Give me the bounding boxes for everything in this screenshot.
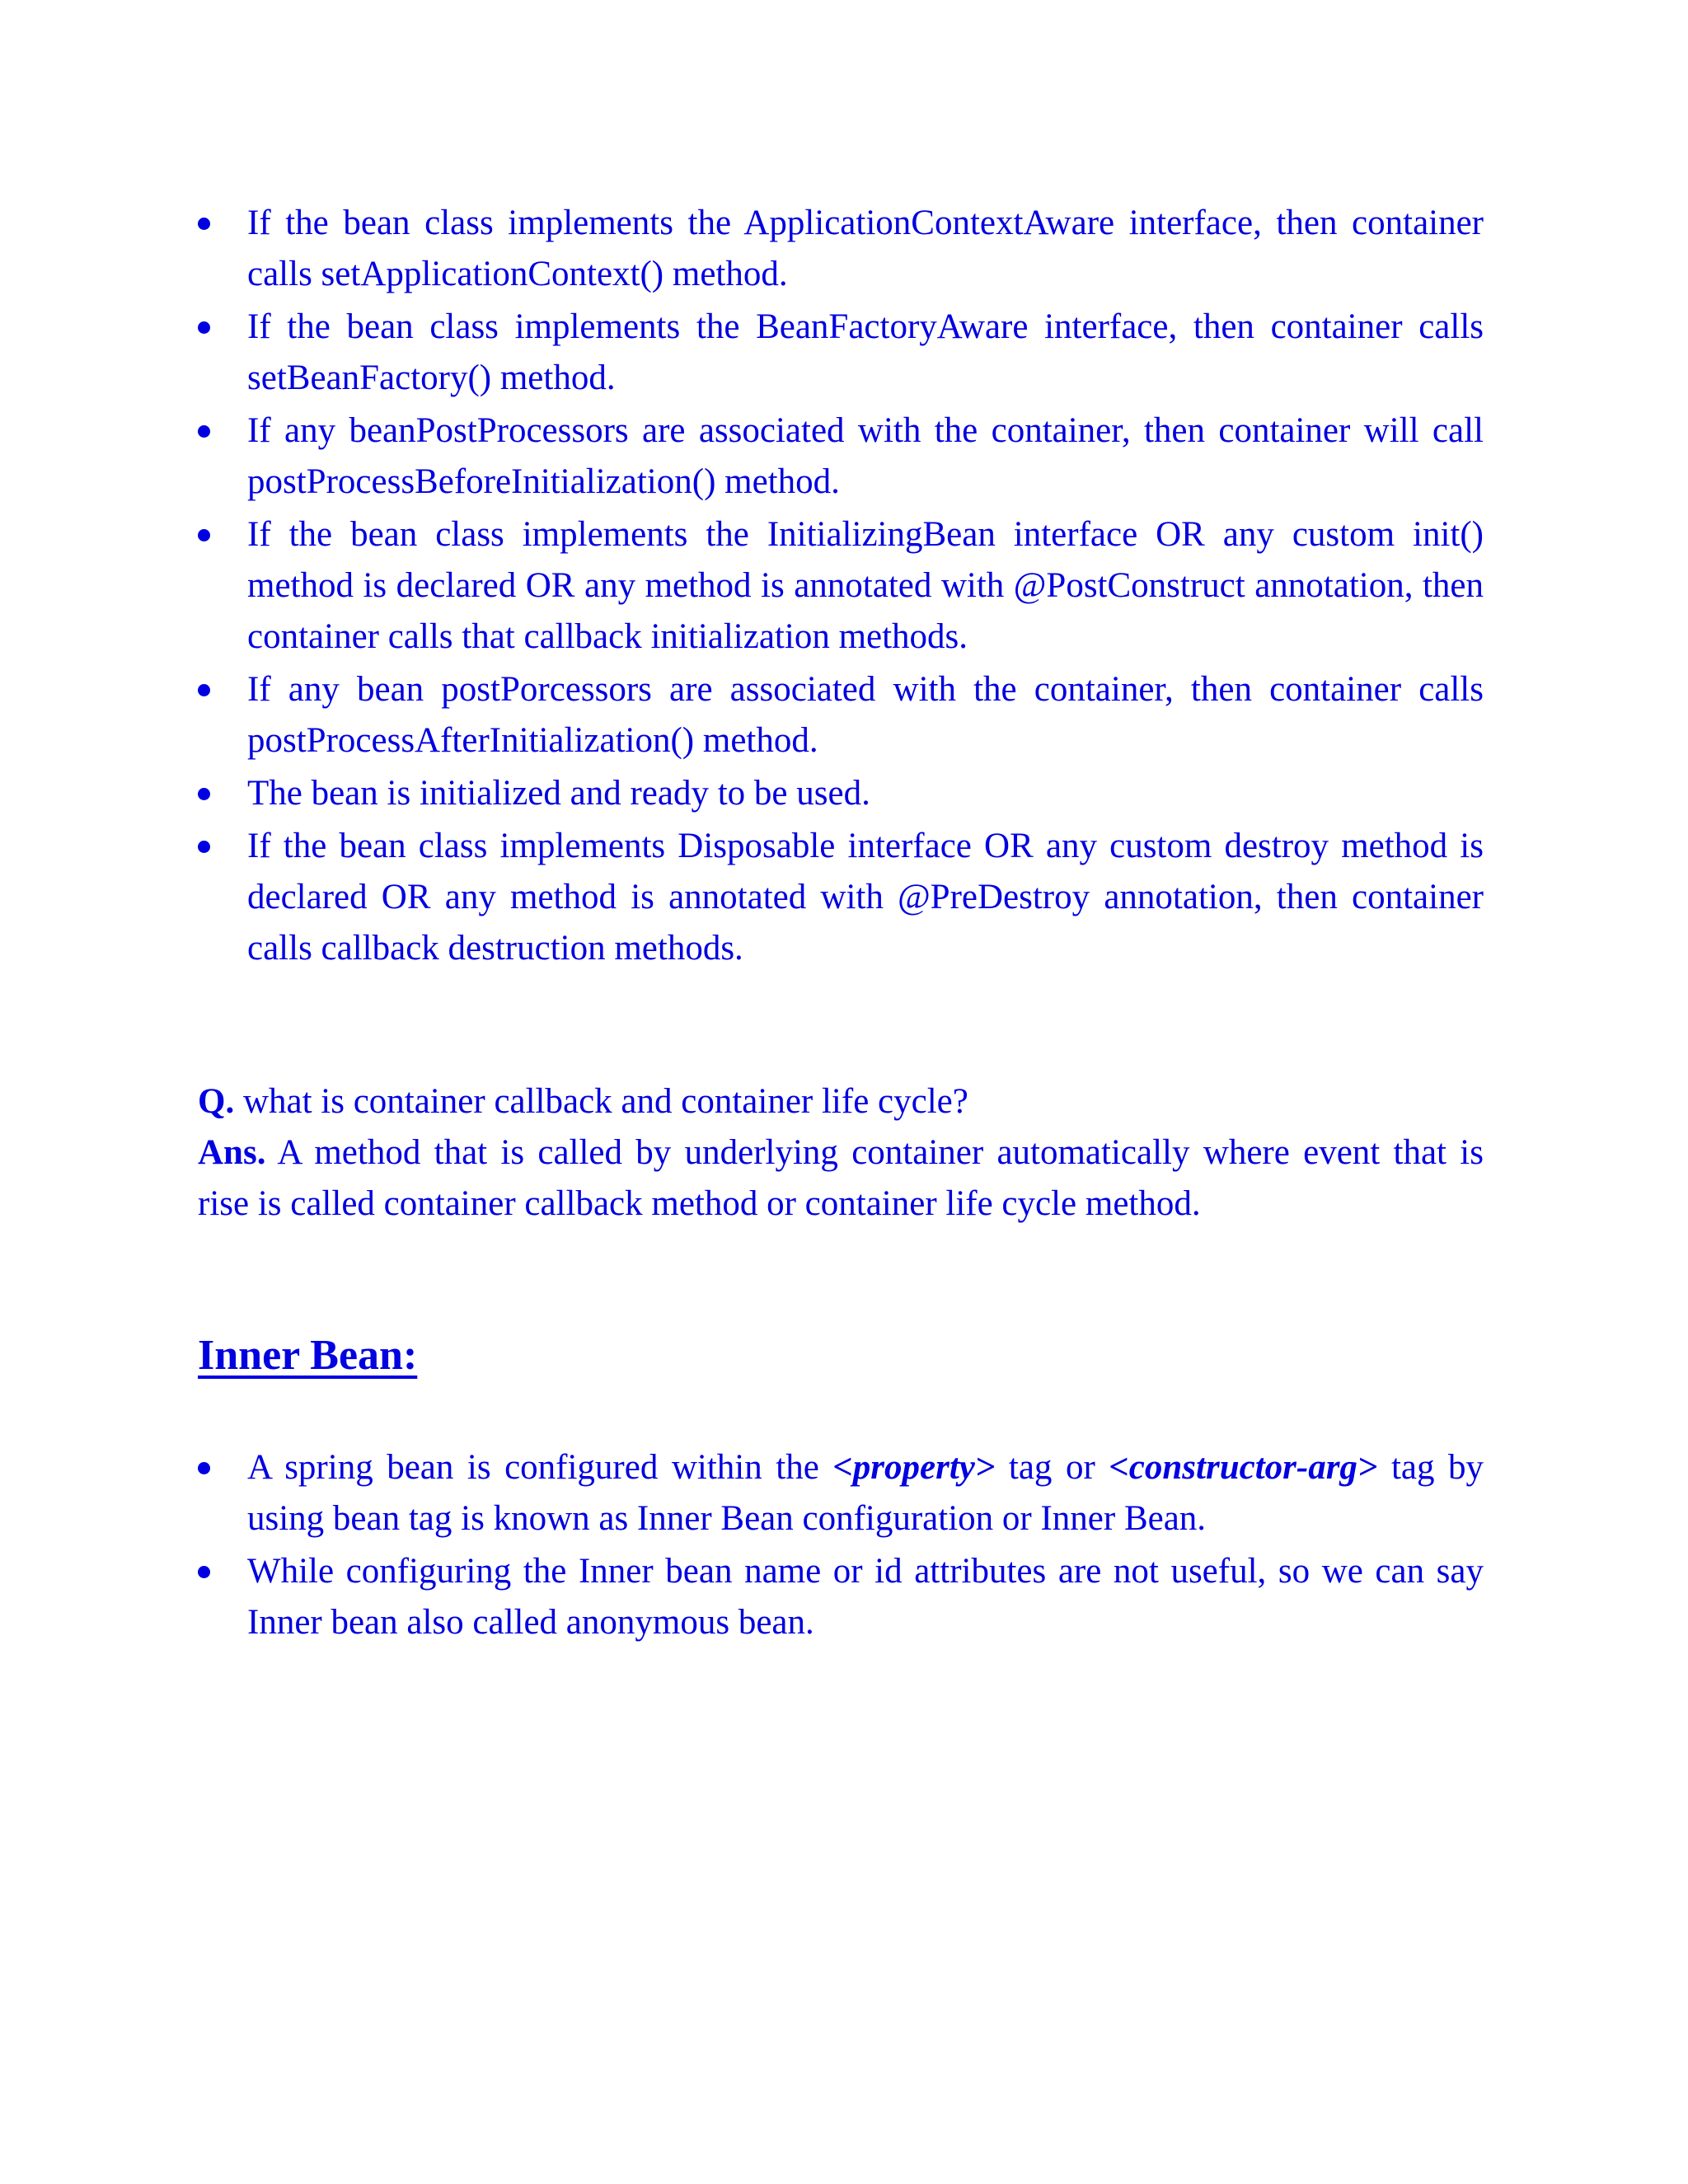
- list-item: [198, 509, 1484, 663]
- list-item-text: If the bean class implements the ApplicationContextAware interface, then container calls setApplicationContext() method.: [247, 204, 1484, 293]
- list-item-text: If any beanPostProcessors are associated with the container, then container will call postProcessBeforeInitialization() method.: [247, 411, 1484, 501]
- answer-label: Ans.: [198, 1133, 266, 1172]
- list-item: [198, 821, 1484, 974]
- lifecycle-section: [198, 198, 1484, 976]
- bullet-icon: [198, 321, 210, 334]
- list-item-text: If the bean class implements Disposable interface OR any custom destroy method is declared OR any method is annotated with @PreDestroy annotation, then container calls callback destruction methods.: [247, 827, 1484, 968]
- list-item: [198, 1546, 1484, 1648]
- inner-bean-heading: Inner Bean:: [198, 1332, 418, 1379]
- list-item: [198, 405, 1484, 508]
- list-item-text: While configuring the Inner bean name or id attributes are not useful, so we can say Inner bean also called anonymous bean.: [247, 1552, 1484, 1642]
- list-item: [198, 768, 1484, 819]
- question: [198, 1076, 1484, 1127]
- question-label: Q.: [198, 1082, 235, 1121]
- list-item-text: If the bean class implements the BeanFactoryAware interface, then container calls setBeanFactory() method.: [247, 307, 1484, 397]
- bullet-icon: [198, 841, 210, 853]
- bullet-icon: [198, 788, 210, 800]
- list-item-text-part: tag or: [995, 1448, 1109, 1487]
- bullet-icon: [198, 425, 210, 438]
- list-item-text: If any bean postPorcessors are associated with the container, then container calls postProcessAfterInitialization() method.: [247, 670, 1484, 760]
- list-item: [198, 664, 1484, 766]
- list-item: [198, 198, 1484, 300]
- qa-section: [198, 1076, 1484, 1230]
- bullet-icon: [198, 529, 210, 541]
- answer-text: A method that is called by underlying container automatically where event that is rise is called container callback method or container life cycle method.: [198, 1133, 1484, 1223]
- property-tag: <property>: [832, 1448, 996, 1487]
- constructor-arg-tag: <constructor-arg>: [1109, 1448, 1378, 1487]
- list-item: [198, 302, 1484, 404]
- list-item-text-part: A spring bean is configured within the: [247, 1448, 833, 1487]
- list-item: [198, 1442, 1484, 1544]
- list-item-text-part: tag by using bean tag is known as Inner Bean configuration or Inner Bean.: [247, 1448, 1484, 1538]
- inner-bean-section: [198, 1442, 1484, 1650]
- question-text: what is container callback and container life cycle?: [242, 1082, 968, 1121]
- answer: [198, 1127, 1484, 1230]
- bullet-icon: [198, 1566, 210, 1578]
- bullet-icon: [198, 218, 210, 230]
- list-item-text: The bean is initialized and ready to be used.: [247, 774, 870, 813]
- lifecycle-list: [198, 198, 1484, 974]
- list-item-text: If the bean class implements the InitializingBean interface OR any custom init() method is declared OR any method is annotated with @PostConstruct annotation, then container calls that callback initialization methods.: [247, 515, 1484, 656]
- bullet-icon: [198, 1462, 210, 1474]
- bullet-icon: [198, 684, 210, 696]
- inner-bean-list: [198, 1442, 1484, 1648]
